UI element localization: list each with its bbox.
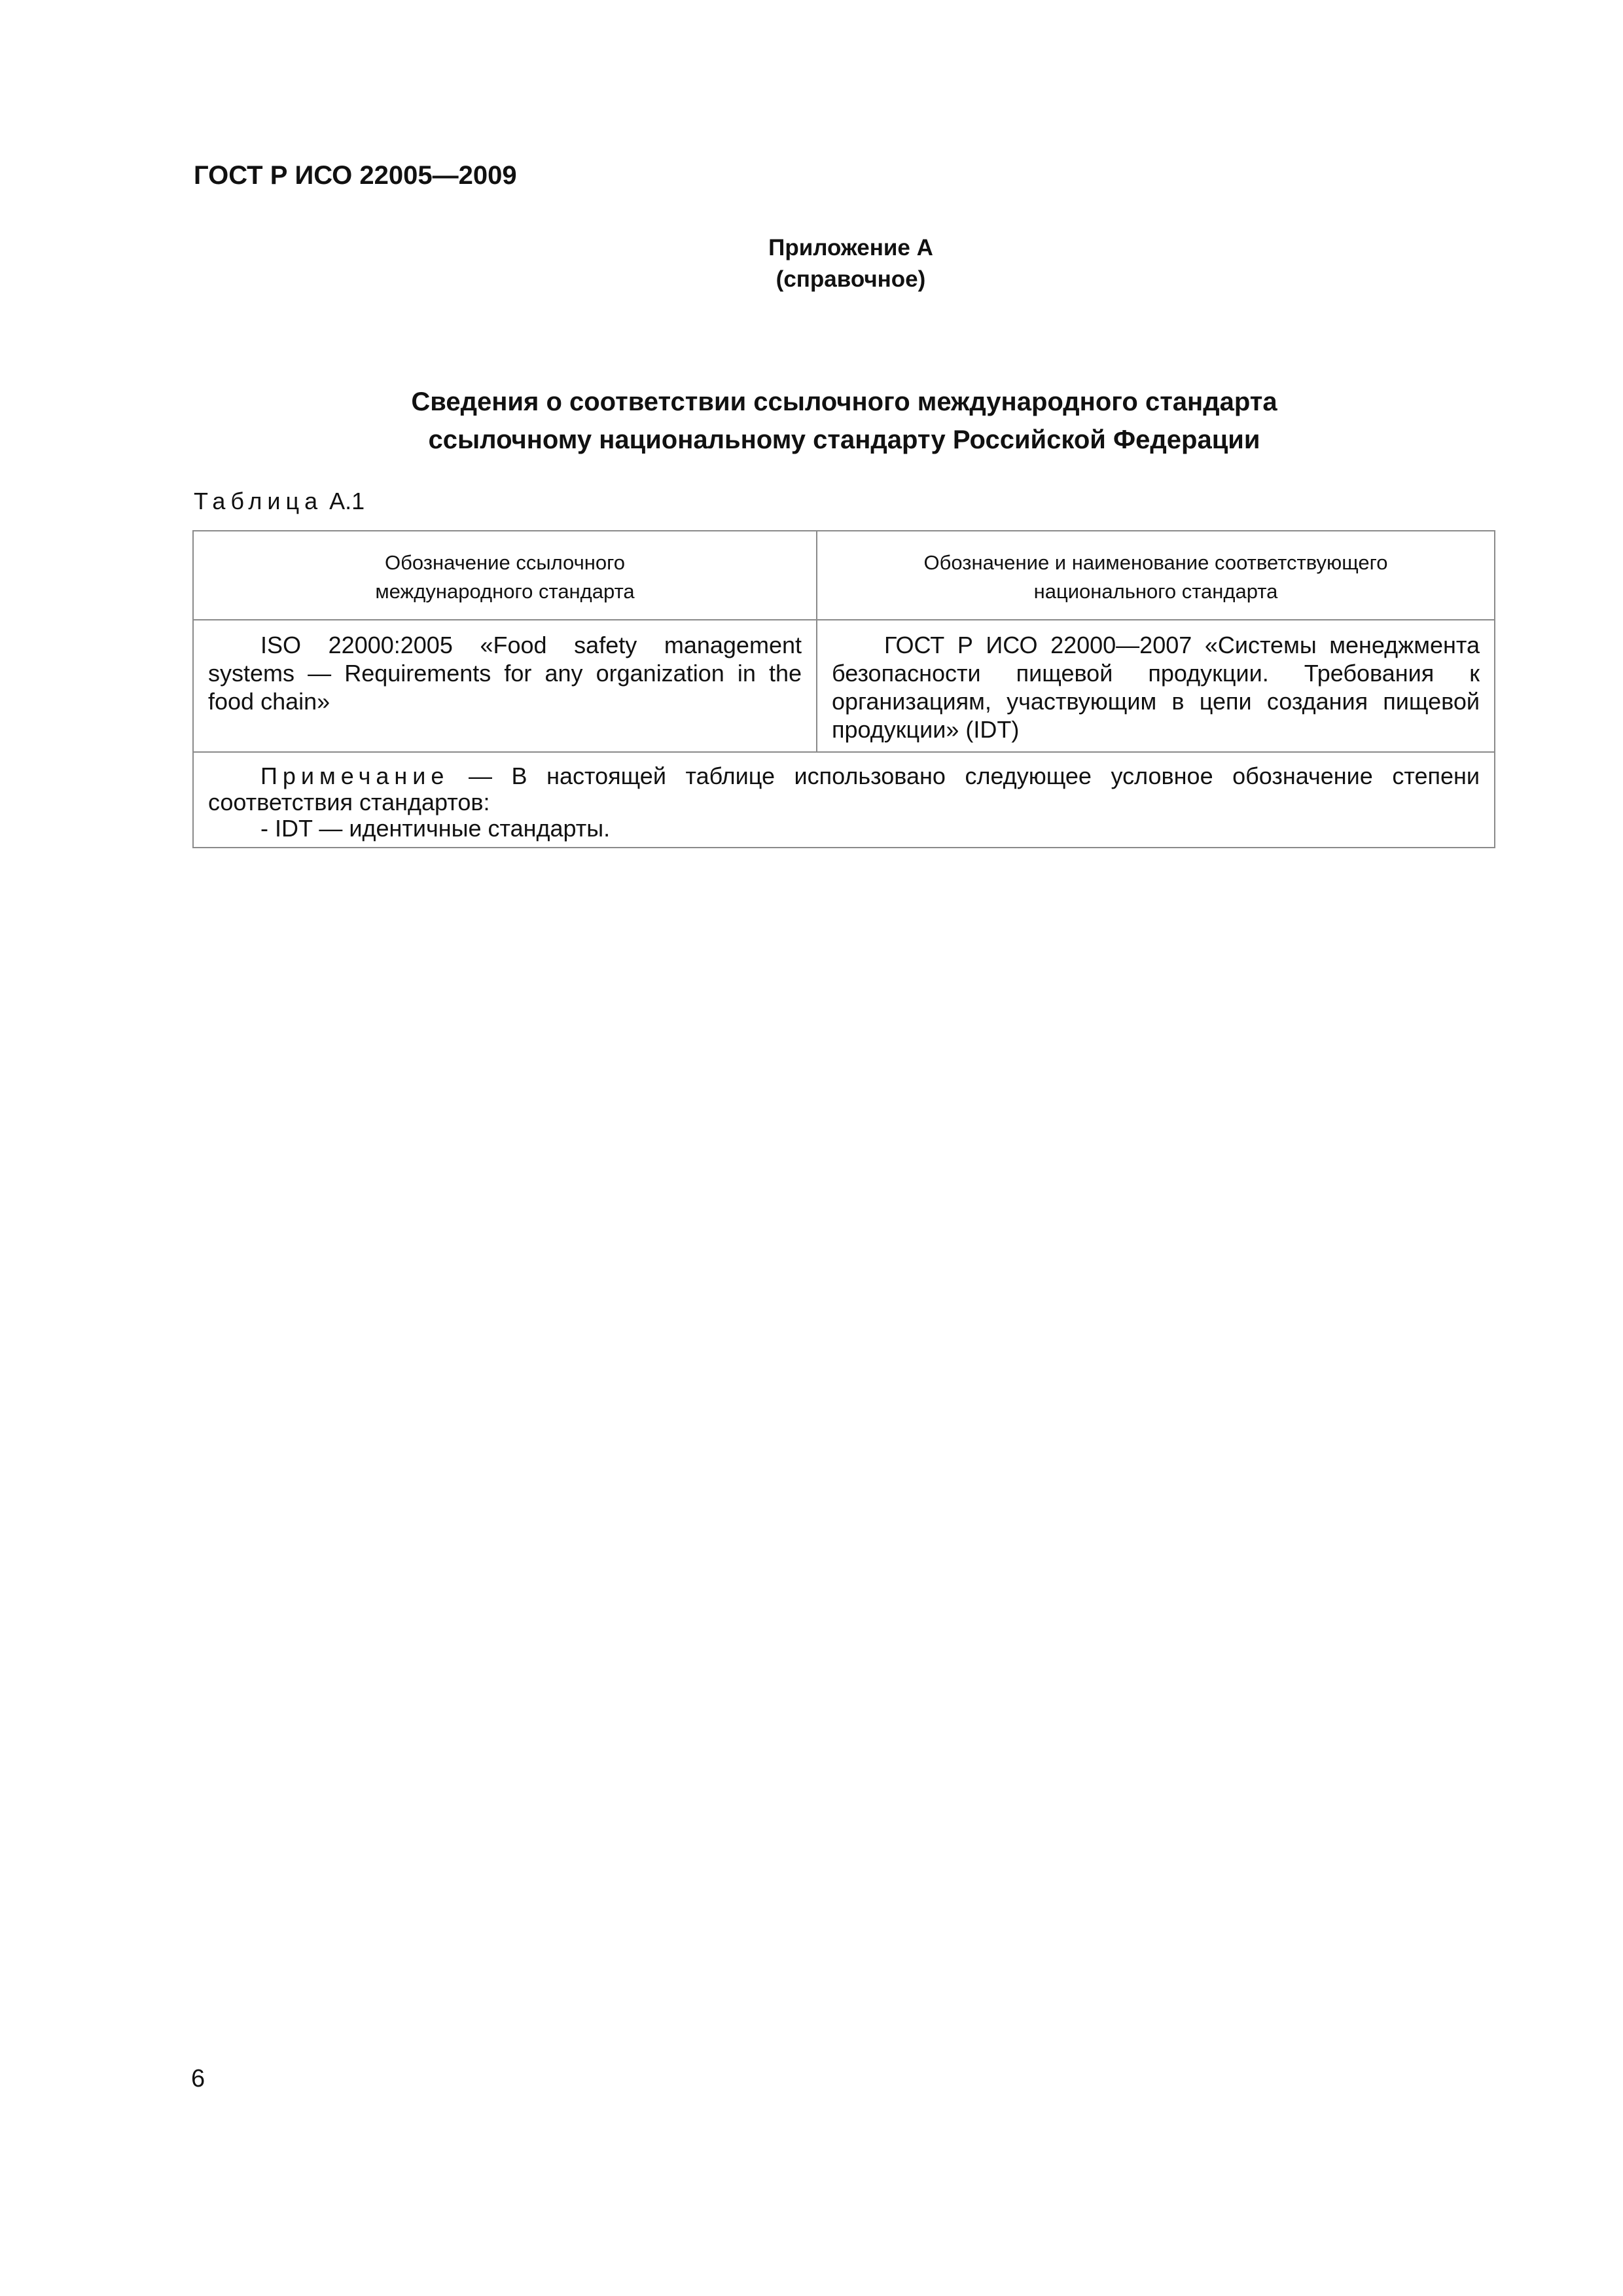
table-note-row bbox=[193, 752, 1495, 848]
note-text: Примечание — В настоящей таблице использовано следующее условное обозначение степени соответствия стандартов: bbox=[208, 762, 1480, 816]
page-number: 6 bbox=[191, 2065, 205, 2092]
column-header-international: Обозначение ссылочного международного стандарта bbox=[193, 531, 817, 620]
appendix-heading bbox=[654, 232, 1047, 295]
table-note bbox=[193, 752, 1495, 848]
section-title-line1: Сведения о соответствии ссылочного международного стандарта bbox=[411, 387, 1277, 416]
appendix-title: Приложение А bbox=[768, 235, 933, 260]
table-caption bbox=[194, 488, 365, 515]
table-row bbox=[193, 620, 1495, 752]
document-code: ГОСТ Р ИСО 22005—2009 bbox=[194, 161, 517, 190]
table-caption-number: А.1 bbox=[329, 488, 365, 514]
national-standard-cell: ГОСТ Р ИСО 22000—2007 «Системы менеджмента безопасности пищевой продукции. Требования к организациям, участвующим в цепи создания пищевой продукции» (IDT) bbox=[817, 620, 1495, 752]
section-title bbox=[194, 383, 1495, 459]
column-header-national: Обозначение и наименование соответствующего национального стандарта bbox=[817, 531, 1495, 620]
table-caption-word: Таблица bbox=[194, 488, 323, 514]
international-standard-cell: ISO 22000:2005 «Food safety management systems — Requirements for any organization in the food chain» bbox=[193, 620, 817, 752]
table-header-row bbox=[193, 531, 1495, 620]
note-item: - IDT — идентичные стандарты. bbox=[260, 815, 611, 842]
appendix-type: (справочное) bbox=[776, 266, 926, 292]
standards-correspondence-table bbox=[192, 530, 1495, 848]
section-title-line2: ссылочному национальному стандарту Российской Федерации bbox=[428, 425, 1260, 454]
note-label: Примечание bbox=[260, 762, 450, 789]
